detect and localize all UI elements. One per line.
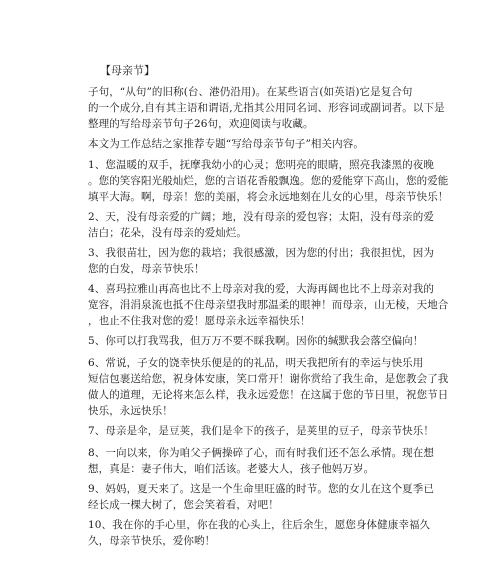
text-line: 10、我在你的手心里，你在我的心头上，往后余生，愿您身体健康幸福久 [88, 519, 431, 531]
text-line: 本文为工作总结之家推荐专题“写给母亲节句子”相关内容。 [88, 138, 364, 150]
sentence-4 [88, 281, 449, 329]
sentence-3 [88, 245, 434, 277]
section-heading: 【母亲节】 [100, 64, 155, 77]
text-line: 经长成一棵大树了，您会笑着看，对吧！ [88, 499, 279, 511]
text-line: 填平大海。啊，母亲！您的美丽，将会永远地刻在儿女的心里，母亲节快乐！ [88, 191, 449, 203]
text-line: 1、您温暖的双手，抚摩我幼小的心灵；您明亮的眼睛，照亮我漆黑的夜晚 [88, 159, 434, 171]
sentence-7 [88, 423, 434, 439]
sentence-9 [88, 481, 434, 513]
text-line: 久，母亲节快乐，爱你哟！ [88, 535, 216, 547]
text-line: ，也止不住我对您的爱！愿母亲永远幸福快乐！ [88, 315, 311, 327]
text-line: 3、我很苗壮，因为您的栽培；我很感激，因为您的付出；我很担忧，因为 [88, 247, 434, 259]
text-line: 您的白发，母亲节快乐！ [88, 263, 205, 275]
text-line: 宽容，涓涓泉流也抵不住母亲望我时那温柔的眼神！而母亲，山无棱，天地合 [88, 299, 449, 311]
text-line: 洁白；花朵，没有母亲的爱灿烂。 [88, 227, 247, 239]
sentence-6 [88, 355, 449, 419]
sentence-1 [88, 157, 449, 205]
text-line: 快乐，永远快乐！ [88, 405, 173, 417]
text-line: 4、喜玛拉雅山再高也比不上母亲对我的爱，大海再阔也比不上母亲对我的 [88, 283, 434, 295]
recommend-paragraph [88, 136, 424, 152]
sentence-8 [88, 445, 434, 477]
text-line: 7、母亲是伞，是豆荚，我们是伞下的孩子，是荚里的豆子，母亲节快乐！ [88, 425, 434, 437]
text-line: 9、妈妈，夏天来了。这是一个生命里旺盛的时节。您的女儿在这个夏季已 [88, 483, 434, 495]
sentence-2 [88, 209, 434, 241]
text-line: 做人的道理，无论将来怎么样，我永远爱您！在这属于您的节日里，祝您节日 [88, 389, 449, 401]
text-line: 2、天，没有母亲爱的广阔；地，没有母亲的爱包容；太阳，没有母亲的爱 [88, 211, 434, 223]
text-line: 6、常说，子女的饶幸快乐便是的的礼品，明天我把所有的幸运与快乐用 [88, 357, 424, 369]
text-line: 5、你可以打我骂我，但万万不要不睬我啊。因你的缄默我会落空偏向！ [88, 335, 424, 347]
sentence-10 [88, 517, 431, 549]
text-line: 8、一向以来，你为咱父子俩操碎了心，而有时我们还不怎么承情。现在想 [88, 447, 434, 459]
sentence-5 [88, 333, 424, 349]
text-line: 。您的笑容阳光般灿烂，您的言语花香般飘逸。您的爱能穿下高山，您的爱能 [88, 175, 449, 187]
text-line: 想，真是：妻子伟大，咱们活该。老婆大人，孩子他妈万岁。 [88, 463, 375, 475]
text-line: 子句，“从句”的旧称(台、港仍沿用)。在某些语言(如英语)它是复合句 [88, 86, 413, 98]
text-line: 短信包裹送给您，祝身体安康，笑口常开！谢你赏给了我生命，是您教会了我 [88, 373, 449, 385]
text-line: 整理的写给母亲节句子26句，欢迎阅读与收藏。 [88, 118, 314, 130]
intro-paragraph [88, 84, 445, 132]
text-line: 的一个成分,自有其主语和谓语,尤指其公用同名词、形容词或副词者。以下是 [88, 102, 445, 114]
